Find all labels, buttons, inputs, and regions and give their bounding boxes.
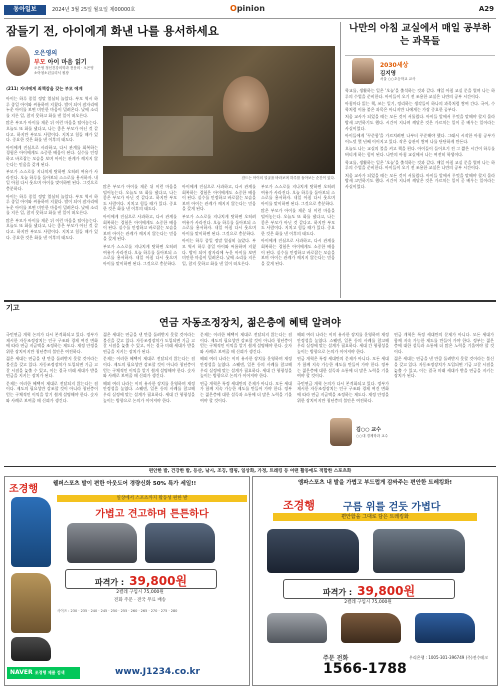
right-body [345, 88, 495, 298]
naver-logo: NAVER [10, 669, 33, 676]
order-line: 전화 주문 · 전국 무료 배송 [113, 598, 167, 603]
author-block [34, 48, 94, 75]
left-paragraph: 아이는 하루 종일 정말 열심히 놀았다. 부모 역시 하루 종일 아이와 씨름하며 지쳤다. 밤이 되어 잠자리에 누운 아이를 보면 미안한 마음이 밀려온다. 낮에 소리를 지른 일, 참지 못하고 화를 낸 일이 떠오른다. [6, 96, 98, 118]
contrib-paragraph: 연금 개혁은 특정 세대만의 문제가 아니다. 모든 세대가 함께 지속 가능한 제도를 만들어 가야 한다. 정부는 젊은층에 대한 설득과 소통에 더 많은 노력을 기울여야 할 것이다. [394, 332, 494, 354]
right-paragraph: 학교를, 생활하는 일은 '오늘'을 출석하는 것과 같다. 매일 아침 교실 문을 열며 나는 하루의 수업을 준비한다. 아이들이 오기 전 조용한 교실은 나만의 공부 시간이다. [345, 88, 495, 99]
contrib-col-3 [200, 332, 292, 462]
contrib-paragraph: 연금 개혁은 특정 세대만의 문제가 아니다. 모든 세대가 함께 지속 가능한 제도를 만들어 가야 한다. 정부는 젊은층에 대한 설득과 소통에 더 많은 노력을 기울여야 할 것이다. [297, 356, 389, 379]
section-rule [4, 300, 496, 302]
author-portrait [6, 46, 30, 76]
ad-website[interactable]: www.J1234.co.kr [115, 667, 200, 677]
price-label: 파격가 : [94, 578, 125, 587]
title-rule [345, 55, 495, 56]
contrib-paragraph: 해외 여러 나라는 이미 유사한 장치를 운영하며 재정 안정성을 높였다. 스웨덴, 일본 등의 사례를 참고해 우리 실정에 맞는 설계가 필요하다. 세대 간 형평성을 높이는 방향으로 논의가 이어져야 한다. [297, 332, 389, 354]
left-paragraph: 아이에게 진심으로 사과하고, 다시 관계를 회복하는 경험은 아이에게도 소중한 배움이 된다. 실수를 인정하고 바로잡는 모습을 보며 아이는 관계가 깨지지 않는다는 믿음을 갖게 된다. [6, 144, 98, 167]
columnist-portrait [352, 58, 374, 84]
author-line1: 부모 [34, 59, 46, 66]
author-name: 오은영의 [34, 50, 58, 57]
right-paragraph: 아이들에게 '꾸준함'을 가르치려면 나부터 꾸준해야 했다. 그래서 시작한 아침 공부가 어느덧 몇 년째 이어지고 있다. 작은 습관이 쌓여 나를 단단하게 만든다. [345, 133, 495, 144]
contrib-paragraph: 해외 여러 나라는 이미 유사한 장치를 운영하며 재정 안정성을 높였다. 스웨덴, 일본 등의 사례를 참고해 우리 실정에 맞는 설계가 필요하다. 세대 간 형평성을 높이는 방향으로 논의가 이어져야 한다. [103, 380, 195, 403]
sizes-label: 사이즈 : 230 · 235 · 240 · 245 · 250 · 255 · 260 · 265 · 270 · 275 · 280 [57, 609, 178, 613]
section-initial: O [230, 4, 237, 13]
ad-left-tagline: 웰퍼스포츠 발이 편한 아웃도어 경량신화 50% 특가 세일!! [53, 481, 197, 487]
left-paragraph: 아이는 하루 종일 정말 열심히 놀았다. 부모 역시 하루 종일 아이와 씨름하며 지쳤다. 밤이 되어 잠자리에 누운 아이를 보면 미안한 마음이 밀려온다. 낮에 소리를 지른 일, 참지 못하고 화를 낸 일이 떠오른다. [182, 238, 256, 266]
columnist-tag: 2030세상 [380, 62, 409, 69]
shoe-image [11, 637, 51, 661]
ad-right-price-box [283, 579, 455, 599]
ad-right-main-copy: 편안함을 그대로 담은 트레킹화 [273, 513, 477, 521]
left-paragraph: 부모가 스스로를 지나치게 탓하면 오히려 여유가 사라진다. 오늘 하루를 돌아보되 스스로를 용서하자. 내일 아침 다시 웃으며 아이를 맞이하면 된다. 그것으로 충분하다. [182, 213, 256, 236]
left-body-col-2 [103, 184, 177, 296]
order-label: 주문 전화 [323, 655, 349, 662]
columnist-name: 김지영 [380, 71, 396, 77]
contributor-desc: ○○대 경제학과 교수 [356, 434, 388, 438]
contrib-paragraph: 젊은 세대는 연금을 낸 만큼 돌려받지 못할 것이라는 불신을 갖고 있다. 자동조정장치가 도입되면 기금 고갈 시점을 늦출 수 있고, 이는 결국 미래 세대가 받을 연금을 지키는 장치가 된다. [6, 356, 98, 379]
section-label [230, 4, 265, 13]
shoe-image [415, 613, 475, 643]
contrib-col-1 [6, 332, 98, 462]
section-name: pinion [236, 4, 265, 13]
left-paragraph: 부모가 스스로를 지나치게 탓하면 오히려 여유가 사라진다. 오늘 하루를 돌아보되 스스로를 용서하자. 내일 아침 다시 웃으며 아이를 맞이하면 된다. 그것으로 충분하다. [6, 169, 98, 191]
shoe-image [11, 573, 51, 633]
contrib-paragraph: 문제는 이러한 혜택이 제대로 전달되지 않는다는 점이다. 제도의 필요성만 강조할 것이 아니라 청년층이 얻는 구체적인 이익을 알기 쉽게 설명해야 한다. 숫자와 사례로 보여줄 때 신뢰가 생긴다. [200, 332, 292, 354]
left-paragraph: 부모가 스스로를 지나치게 탓하면 오히려 여유가 사라진다. 오늘 하루를 돌아보되 스스로를 용서하자. 내일 아침 다시 웃으며 아이를 맞이하면 된다. 그것으로 충분하다. [261, 184, 335, 206]
shoe-image [11, 497, 51, 567]
contribution-title: 연금 자동조정장치, 젊은층에 혜택 알려야 [159, 318, 341, 329]
author-line2: 아이 마음 [47, 59, 73, 66]
contributor-name: 김○○ 교수 [356, 427, 381, 433]
right-paragraph: 처음 교사가 되었을 때는 모든 것이 서툴렀다. 아이들 앞에서 무엇을 말해야 할지 몰라 밤새 고민하기도 했다. 시간이 지나며 깨달은 것은 가르치는 일이 곧 배우는 일이라는 사실이었다. [345, 114, 495, 131]
ad-right[interactable] [252, 476, 498, 686]
left-body-col-1 [6, 96, 98, 296]
ad-right-tagline: 구름 위를 걷듯 가볍다 [343, 502, 441, 513]
right-paragraph: 학교를, 생활하는 일은 '오늘'을 출석하는 것과 같다. 매일 아침 교실 문을 열며 나는 하루의 수업을 준비한다. 아이들이 오기 전 조용한 교실은 나만의 공부 시간이다. [345, 159, 495, 171]
ad-left-price-box [65, 569, 217, 589]
left-column-title: 잠들기 전, 아이에게 화낸 나를 용서하세요 [6, 24, 219, 38]
photo-figure [223, 76, 269, 132]
price-sub: 2켤레 구입시 75,000원 [344, 600, 392, 605]
date-line: 2024년 3월 25일 월요일 제00000호 [52, 7, 136, 13]
feature-photo [103, 46, 335, 174]
ad-rule [4, 466, 496, 467]
ad-left-subtag: 일상에서 스포츠까지 활동성 편한 발 [57, 495, 247, 502]
order-phone[interactable]: 1566-1788 [323, 661, 407, 677]
ad-top-headline: 편안한 발, 건강한 발, 등산, 낚시, 조깅, 캠핑, 일상화, 가정, 트레킹 등 어떤 활동에도 적합한 스포츠화 [148, 469, 352, 474]
shoe-image [267, 613, 327, 643]
left-paragraph: 많은 부모가 아이를 재운 뒤 이런 마음을 털어놓는다. 오늘도 또 화를 냈다고, 나는 좋은 부모가 아닌 것 같다고. 하지만 부모도 사람이다. 지치고 힘들 때가 있다. 중요한 것은 화를 낸 이후의 태도다. [6, 217, 98, 240]
left-paragraph: 많은 부모가 아이를 재운 뒤 이런 마음을 털어놓는다. 오늘도 또 화를 냈다고, 나는 좋은 부모가 아닌 것 같다고. 하지만 부모도 사람이다. 지치고 힘들 때가 있다. 중요한 것은 화를 낸 이후의 태도다. [261, 208, 335, 236]
contrib-col-2 [103, 332, 195, 462]
shoe-image [267, 529, 359, 573]
price-label: 파격가 : [322, 588, 353, 597]
photo-caption: 잠드는 아이의 얼굴을 바라보며 하루를 돌아보는 순간이 있다. [241, 176, 335, 180]
contribution-label: 기고 [6, 304, 20, 312]
right-paragraph: 오늘도 나는 교실의 불을 켜고 책을 편다. 아이들이 들어오기 전 그 짧은 시간이 하루를 버티게 하는 힘이 된다. 나만의 아침 교실에서 나는 여전히 학생이다. [345, 146, 495, 157]
contrib-paragraph: 문제는 이러한 혜택이 제대로 전달되지 않는다는 점이다. 제도의 필요성만 강조할 것이 아니라 청년층이 얻는 구체적인 이익을 알기 쉽게 설명해야 한다. 숫자와 사례로 보여줄 때 신뢰가 생긴다. [6, 380, 98, 403]
price-value: 39,800원 [357, 584, 416, 598]
contributor-portrait [330, 418, 352, 446]
pull-quote: ⟨211⟩ 자녀에게 죄책감을 갖는 부모 에게 [6, 86, 83, 91]
ad-left-main-copy: 가볍고 견고하며 튼튼하다 [95, 509, 209, 520]
price-value: 39,800원 [129, 574, 188, 588]
left-paragraph: 아이는 하루 종일 정말 열심히 놀았다. 부모 역시 하루 종일 아이와 씨름하며 지쳤다. 밤이 되어 잠자리에 누운 아이를 보면 미안한 마음이 밀려온다. 낮에 소리를 지른 일, 참지 못하고 화를 낸 일이 떠오른다. [6, 193, 98, 216]
right-column-title: 나만의 아침 교실에서 매일 공부하는 과목들 [349, 23, 491, 47]
contrib-paragraph: 국민연금 개혁 논의가 다시 본격화되고 있다. 정부가 제시한 자동조정장치는 인구 구조와 경제 여건 변화에 따라 연금 지급액을 조정하는 제도다. 재정 안정을 위한 장치이지만 청년층의 불안은 여전하다. [6, 332, 98, 354]
left-body-col-4 [261, 184, 335, 296]
ad-left[interactable] [4, 476, 250, 686]
left-paragraph: 아이에게 진심으로 사과하고, 다시 관계를 회복하는 경험은 아이에게도 소중한 배움이 된다. 실수를 인정하고 바로잡는 모습을 보며 아이는 관계가 깨지지 않는다는 믿음을 갖게 된다. [103, 213, 177, 242]
shoe-image [373, 529, 465, 573]
bank-account: 우리은행 : 1005-301-396749 (주)전수테크 [409, 655, 489, 660]
column-divider [340, 22, 341, 298]
left-paragraph: 아이에게 진심으로 사과하고, 다시 관계를 회복하는 경험은 아이에게도 소중한 배움이 된다. 실수를 인정하고 바로잡는 모습을 보며 아이는 관계가 깨지지 않는다는 믿음을 갖게 된다. [261, 238, 335, 266]
page-number: A29 [478, 5, 494, 13]
naver-search-box[interactable] [7, 667, 80, 679]
newspaper-masthead: 동아일보 [4, 5, 46, 15]
ad-right-brand: 조경행 [283, 499, 315, 512]
naver-sub: 조경행 제품 검색 [34, 670, 65, 675]
ad-right-headline: 엠파스포츠 내 발을 가볍고 부드럽게 감싸주는 편안한 트레킹화! [297, 480, 453, 486]
left-paragraph: 부모가 스스로를 지나치게 탓하면 오히려 여유가 사라진다. 오늘 하루를 돌아보되 스스로를 용서하자. 내일 아침 다시 웃으며 아이를 맞이하면 된다. 그것으로 충분하다. [103, 243, 177, 266]
left-paragraph: 아이에게 진심으로 사과하고, 다시 관계를 회복하는 경험은 아이에게도 소중한 배움이 된다. 실수를 인정하고 바로잡는 모습을 보며 아이는 관계가 깨지지 않는다는 믿음을 갖게 된다. [182, 184, 256, 212]
author-desc: 오은영 정신건강의학과 전문의 · 오은영 소아청소년클리닉 원장 [34, 66, 94, 75]
left-body-col-3 [182, 184, 256, 296]
contrib-col-5 [394, 332, 494, 462]
contrib-paragraph: 연금 개혁은 특정 세대만의 문제가 아니다. 모든 세대가 함께 지속 가능한 제도를 만들어 가야 한다. 정부는 젊은층에 대한 설득과 소통에 더 많은 노력을 기울여야 할 것이다. [200, 380, 292, 403]
contrib-paragraph: 해외 여러 나라는 이미 유사한 장치를 운영하며 재정 안정성을 높였다. 스웨덴, 일본 등의 사례를 참고해 우리 실정에 맞는 설계가 필요하다. 세대 간 형평성을 높이는 방향으로 논의가 이어져야 한다. [200, 356, 292, 379]
shoe-image [341, 613, 401, 643]
contrib-paragraph: 문제는 이러한 혜택이 제대로 전달되지 않는다는 점이다. 제도의 필요성만 강조할 것이 아니라 청년층이 얻는 구체적인 이익을 알기 쉽게 설명해야 한다. 숫자와 사례로 보여줄 때 신뢰가 생긴다. [103, 356, 195, 379]
ad-left-brand: 조경행 [9, 484, 38, 495]
contrib-paragraph: 젊은 세대는 연금을 낸 만큼 돌려받지 못할 것이라는 불신을 갖고 있다. 자동조정장치가 도입되면 기금 고갈 시점을 늦출 수 있고, 이는 결국 미래 세대가 받을 연금을 지키는 장치가 된다. [394, 356, 494, 379]
right-paragraph: 아침마다 읽는 책, 쓰는 일기, 정리하는 생각들이 하나의 과목처럼 쌓여 간다. 국어, 수학처럼 이름 붙은 과목은 아니지만 나에게는 가장 중요한 공부다. [345, 101, 495, 112]
left-paragraph: 많은 부모가 아이를 재운 뒤 이런 마음을 털어놓는다. 오늘도 또 화를 냈다고, 나는 좋은 부모가 아닌 것 같다고. 하지만 부모도 사람이다. 지치고 힘들 때가 있다. 중요한 것은 화를 낸 이후의 태도다. [6, 120, 98, 143]
columnist-desc: 서울 ○○초등학교 교사 [380, 77, 416, 81]
contrib-paragraph: 국민연금 개혁 논의가 다시 본격화되고 있다. 정부가 제시한 자동조정장치는 인구 구조와 경제 여건 변화에 따라 연금 지급액을 조정하는 제도다. 재정 안정을 위한 장치이지만 청년층의 불안은 여전하다. [297, 380, 389, 403]
right-paragraph: 처음 교사가 되었을 때는 모든 것이 서툴렀다. 아이들 앞에서 무엇을 말해야 할지 몰라 밤새 고민하기도 했다. 시간이 지나며 깨달은 것은 가르치는 일이 곧 배우는 일이라는 사실이었다. [345, 172, 495, 189]
photo-bed [123, 116, 213, 156]
left-paragraph: 많은 부모가 아이를 재운 뒤 이런 마음을 털어놓는다. 오늘도 또 화를 냈다고, 나는 좋은 부모가 아닌 것 같다고. 하지만 부모도 사람이다. 지치고 힘들 때가 있다. 중요한 것은 화를 낸 이후의 태도다. [103, 184, 177, 212]
contrib-paragraph: 젊은 세대는 연금을 낸 만큼 돌려받지 못할 것이라는 불신을 갖고 있다. 자동조정장치가 도입되면 기금 고갈 시점을 늦출 수 있고, 이는 결국 미래 세대가 받을 연금을 지키는 장치가 된다. [103, 332, 195, 354]
price-sub: 2켤레 구입시 75,000원 [116, 590, 164, 595]
author-suffix: 읽기 [75, 59, 87, 66]
shoe-image [67, 523, 137, 563]
shoe-image [145, 523, 215, 563]
